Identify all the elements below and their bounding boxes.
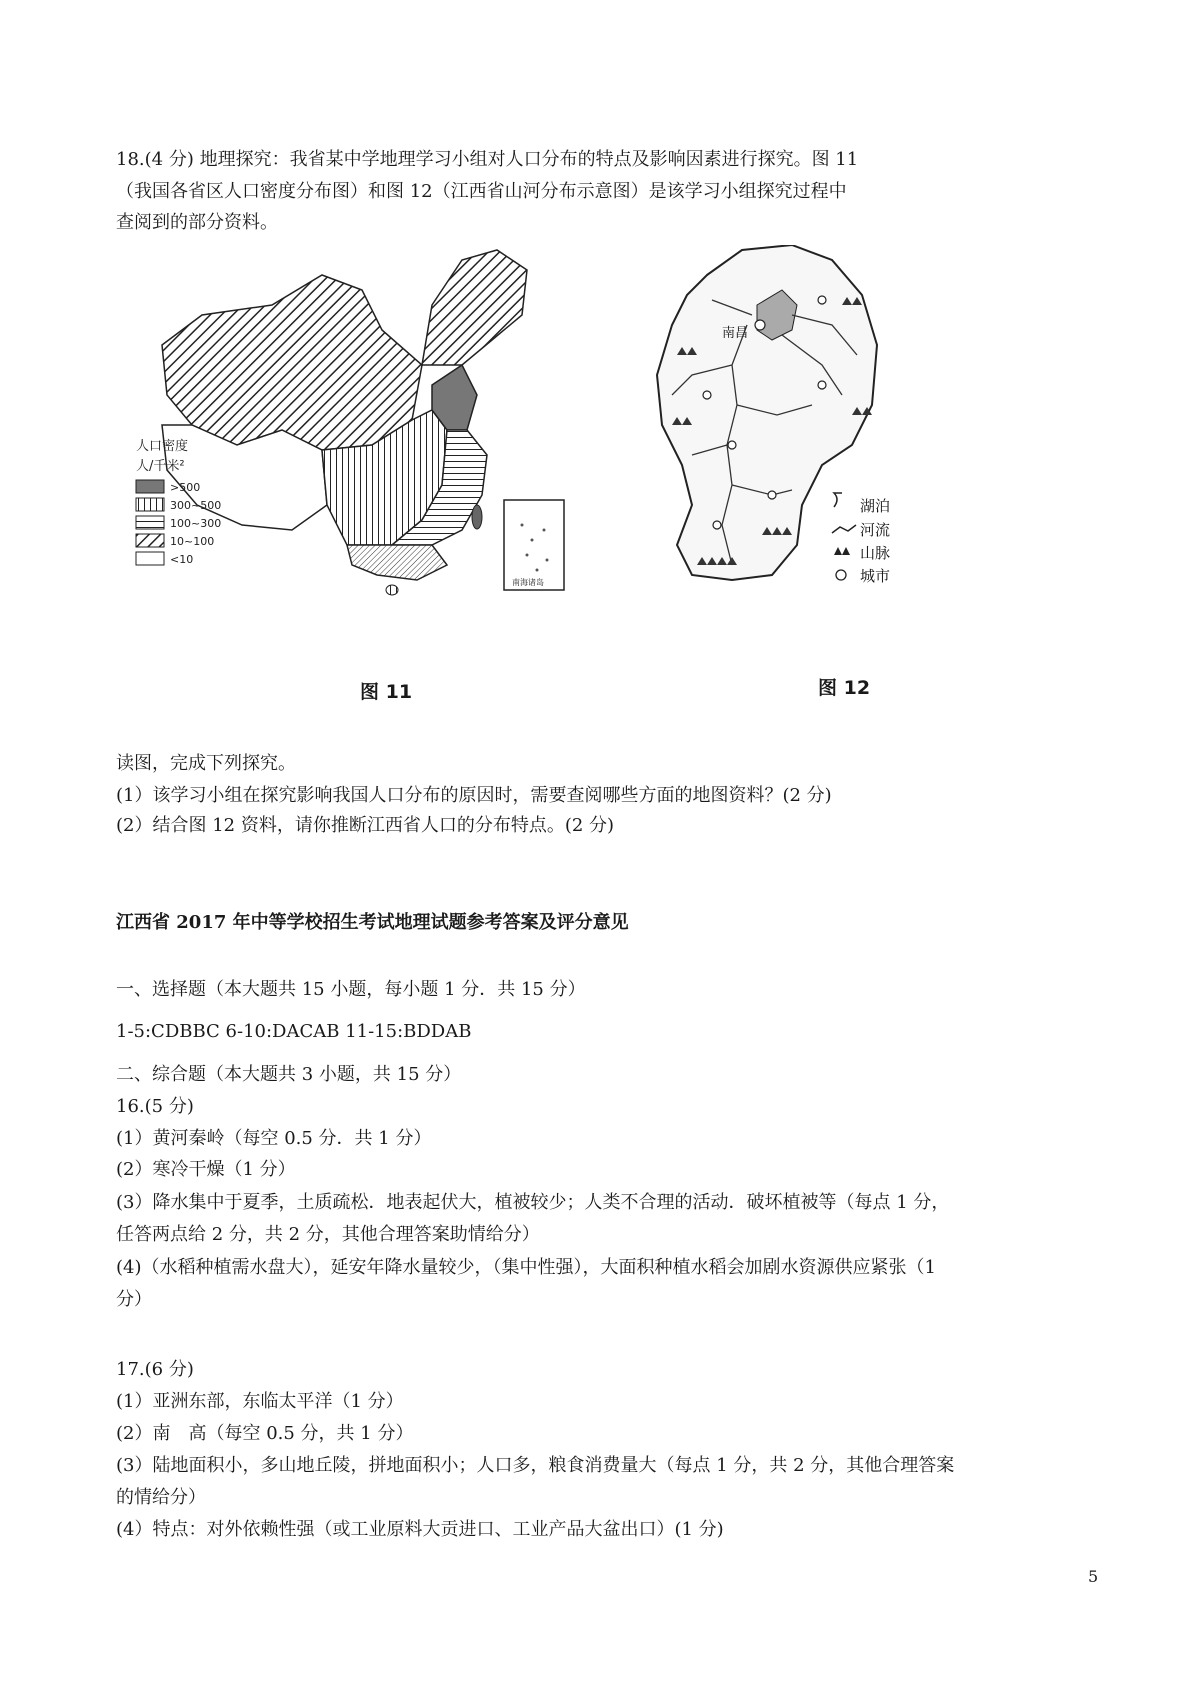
answers-section-composite: 二、综合题（本大题共 3 小题，共 15 分） [116, 1064, 462, 1085]
q18-sub-question: (2）结合图 12 资料，请你推断江西省人口的分布特点。(2 分) [116, 815, 615, 836]
q17-answer-line: 17.(6 分) [116, 1359, 194, 1380]
jiangxi-map [657, 245, 890, 585]
fig12-legend-item: 山脉 [860, 544, 891, 562]
legend-item: <10 [170, 553, 194, 566]
q16-answer-line: (1）黄河秦岭（每空 0.5 分．共 1 分） [116, 1128, 432, 1149]
q18-sub-question: (1）该学习小组在探究影响我国人口分布的原因时，需要查阅哪些方面的地图资料？(2 分) [116, 785, 832, 806]
figures-svg [132, 245, 992, 715]
q18-prompt: 读图，完成下列探究。 [116, 753, 296, 774]
fig12-legend-item: 城市 [860, 567, 891, 585]
fig12-legend [832, 493, 856, 580]
south-sea-inset [504, 500, 564, 590]
map-region-south [347, 545, 447, 580]
figure12-caption: 图 12 [818, 677, 871, 699]
answers-title: 江西省 2017 年中等学校招生考试地理试题参考答案及评分意见 [116, 912, 629, 933]
q17-answer-line: (2）南 高（每空 0.5 分，共 1 分） [116, 1423, 414, 1444]
q17-answer-line: 的情给分） [116, 1487, 206, 1508]
q16-answer-line: (4)（水稻种植需水盘大），延安年降水量较少，（集中性强），大面积种植水稻会加剧水资源供应紧张（1 [116, 1257, 936, 1278]
map-region-north-plain [432, 365, 477, 430]
fig12-legend-item: 河流 [860, 521, 891, 539]
q17-answer-line: (1）亚洲东部，东临太平洋（1 分） [116, 1391, 404, 1412]
q18-intro-line-2: （我国各省区人口密度分布图）和图 12（江西省山河分布示意图）是该学习小组探究过程中 [116, 181, 847, 202]
city-label-nanchang: 南昌 [722, 326, 749, 341]
q16-answer-line: (2）寒冷干燥（1 分） [116, 1159, 296, 1180]
q16-answer-line: 分） [116, 1289, 152, 1310]
q16-answer-line: 任答两点给 2 分，共 2 分，其他合理答案助情给分） [116, 1224, 540, 1245]
legend-item: 10~100 [170, 535, 215, 548]
china-population-map [136, 250, 564, 595]
figure-area [132, 245, 992, 715]
legend-swatches [136, 480, 164, 565]
map-region-west [162, 275, 422, 450]
legend-unit: 人/千米² [136, 459, 185, 474]
answers-section-choice: 一、选择题（本大题共 15 小题，每小题 1 分．共 15 分） [116, 979, 586, 1000]
map-region-hainan [386, 585, 398, 595]
q18-intro-line-3: 查阅到的部分资料。 [116, 212, 278, 233]
legend-item: 100~300 [170, 517, 222, 530]
map-region-northeast [422, 250, 527, 365]
legend-item: 300~500 [170, 499, 222, 512]
q16-answer-line: 16.(5 分) [116, 1096, 194, 1117]
q17-answer-line: (3）陆地面积小，多山地丘陵，拼地面积小；人口多，粮食消费量大（每点 1 分，共 2 分，其他合理答案 [116, 1455, 955, 1476]
figure11-caption: 图 11 [360, 681, 413, 703]
page-number: 5 [1088, 1567, 1099, 1586]
q18-intro-line-1: 18.(4 分) 地理探究：我省某中学地理学习小组对人口分布的特点及影响因素进行探究。图 11 [116, 149, 859, 170]
inset-label: 南海诸岛 [512, 578, 544, 587]
answers-choices: 1-5:CDBBC 6-10:DACAB 11-15:BDDAB [116, 1021, 472, 1042]
legend-item: >500 [170, 481, 201, 494]
q16-answer-line: (3）降水集中于夏季，土质疏松．地表起伏大，植被较少；人类不合理的活动．破坏植被等（每点 1 分， [116, 1192, 950, 1213]
map-region-taiwan [472, 505, 482, 529]
legend-title: 人口密度 [136, 439, 189, 454]
q17-answer-line: (4）特点：对外依赖性强（或工业原料大贡进口、工业产品大盆出口）(1 分) [116, 1519, 724, 1540]
fig12-legend-item: 湖泊 [860, 497, 891, 515]
